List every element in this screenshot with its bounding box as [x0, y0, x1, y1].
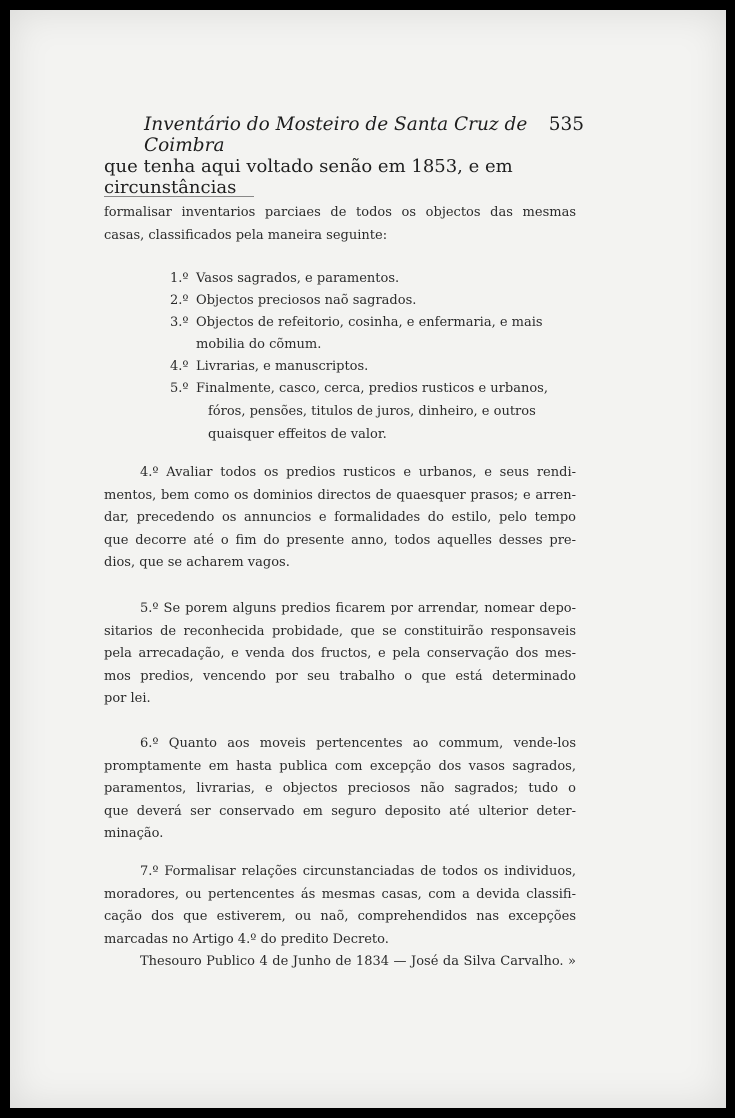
- list-item-continuation: mobilia do cõmum.: [196, 337, 322, 352]
- section-rule: [104, 196, 254, 197]
- article-5: [104, 598, 576, 711]
- article-line: que decorre até o fim do presente anno, todos aquelles desses pre-: [104, 532, 576, 548]
- article-line: moradores, ou pertencentes ás mesmas casas, com a devida classifi-: [104, 886, 576, 902]
- list-item: [170, 356, 368, 377]
- list-item-number: 1.º: [170, 271, 189, 286]
- list-item-text: Objectos de refeitorio, cosinha, e enfermaria, e mais: [196, 315, 543, 330]
- list-item-number: 5.º: [170, 381, 189, 396]
- list-item: [170, 268, 399, 289]
- list-item: [170, 290, 416, 311]
- list-item-continuation: fóros, pensões, titulos de juros, dinheiro, e outros: [208, 404, 536, 419]
- intro-line: casas, classificados pela maneira seguinte:: [104, 227, 388, 243]
- article-6: [104, 733, 576, 846]
- closing-line-wrap: [104, 951, 576, 974]
- article-line: mentos, bem como os dominios directos de quaesquer prasos; e arren-: [104, 487, 576, 503]
- article-line: por lei.: [104, 691, 151, 706]
- article-line: mos predios, vencendo por seu trabalho o que está determinado: [104, 668, 576, 684]
- book-page: [10, 10, 726, 1108]
- article-line: cação dos que estiverem, ou naõ, comprehendidos nas excepções: [104, 909, 576, 924]
- intro-line: formalisar inventarios parciaes de todos os objectos das mesmas: [104, 205, 576, 220]
- article-4: [104, 462, 576, 575]
- article-line: promptamente em hasta publica com excepção dos vasos sagrados,: [104, 758, 576, 774]
- carry-over-line: que tenha aqui voltado senão em 1853, e em circunstâncias: [104, 156, 513, 198]
- list-item: [170, 312, 543, 333]
- list-item-number: 4.º: [170, 359, 189, 374]
- list-item-text: Objectos preciosos naõ sagrados.: [196, 293, 417, 308]
- running-head: [144, 114, 584, 156]
- list-item-text: Livrarias, e manuscriptos.: [196, 359, 369, 374]
- intro-paragraph: [104, 202, 576, 247]
- list-item-text: Vasos sagrados, e paramentos.: [196, 271, 400, 286]
- article-7: [104, 861, 576, 951]
- article-line: sitarios de reconhecida probidade, que se constituirão responsaveis: [104, 623, 576, 639]
- article-line: 4.º Avaliar todos os predios rusticos e urbanos, e seus rendi-: [140, 465, 576, 480]
- article-line: pela arrecadação, e venda dos fructos, e pela conservação dos mes-: [104, 646, 576, 661]
- list-item-continuation: quaisquer effeitos de valor.: [208, 427, 387, 442]
- article-line: marcadas no Artigo 4.º do predito Decreto.: [104, 931, 389, 947]
- article-line: minação.: [104, 826, 164, 841]
- article-line: 5.º Se porem alguns predios ficarem por arrendar, nomear depo-: [140, 601, 576, 616]
- list-item: [170, 378, 548, 399]
- article-line: 6.º Quanto aos moveis pertencentes ao commum, vende-los: [140, 736, 576, 751]
- list-item-number: 3.º: [170, 315, 189, 330]
- article-line: dios, que se acharem vagos.: [104, 555, 290, 570]
- list-item-text: Finalmente, casco, cerca, predios rusticos e urbanos,: [196, 381, 548, 396]
- article-line: que deverá ser conservado em seguro deposito até ulterior deter-: [104, 803, 576, 819]
- article-line: 7.º Formalisar relações circunstanciadas de todos os individuos,: [140, 864, 576, 879]
- list-item-number: 2.º: [170, 293, 189, 308]
- closing-signature: Thesouro Publico 4 de Junho de 1834 — José da Silva Carvalho. »: [140, 954, 576, 969]
- article-line: paramentos, livrarias, e objectos preciosos não sagrados; tudo o: [104, 781, 576, 796]
- page-number: 535: [548, 114, 584, 135]
- running-head-title: Inventário do Mosteiro de Santa Cruz de Coimbra: [144, 114, 528, 156]
- article-line: dar, precedendo os annuncios e formalidades do estilo, pelo tempo: [104, 510, 576, 525]
